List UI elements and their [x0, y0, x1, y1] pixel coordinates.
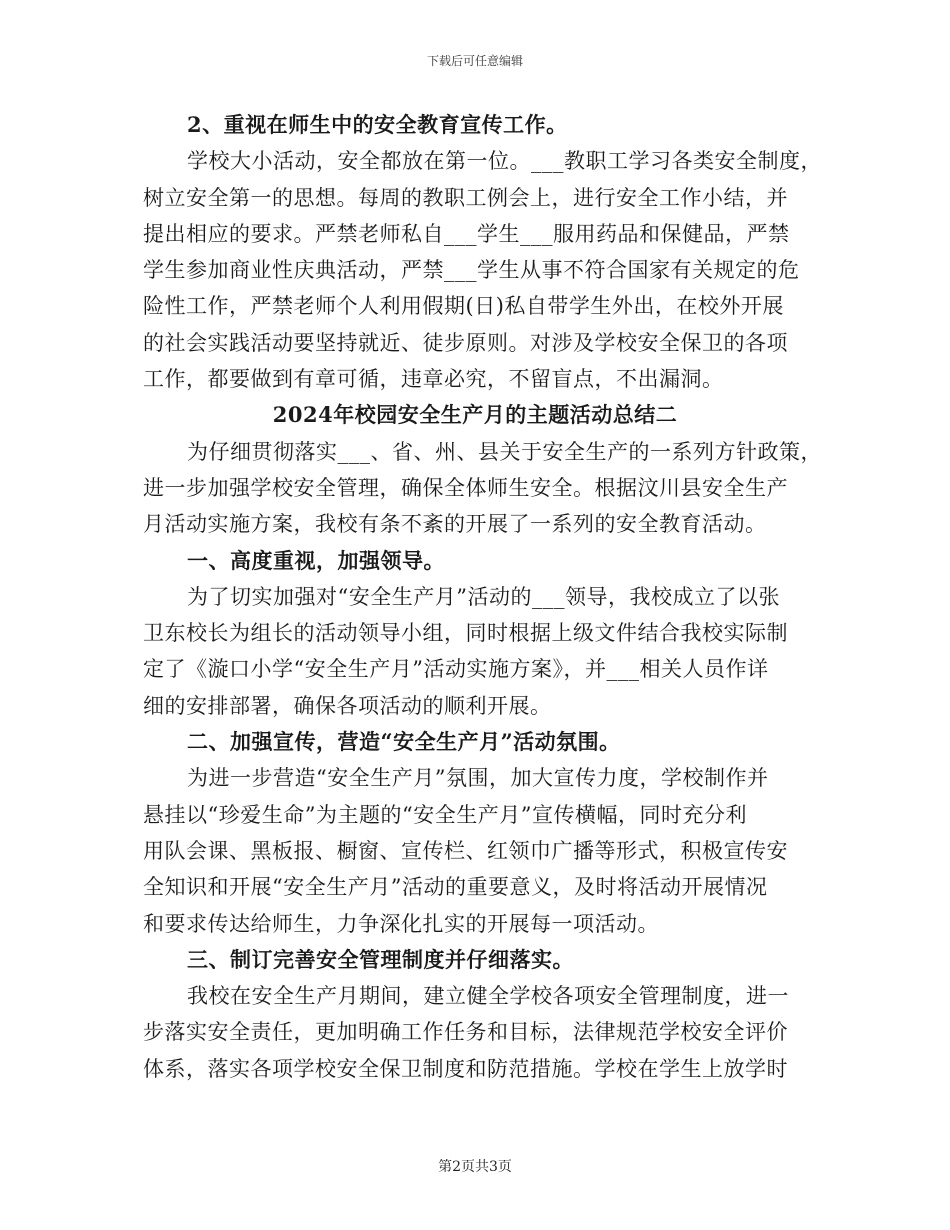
page-footer: 第2页共3页	[438, 1159, 512, 1175]
text-line: 险性工作，严禁老师个人利用假期(日)私自带学生外出，在校外开展	[143, 294, 784, 319]
text-line: 卫东校长为组长的活动领导小组，同时根据上级文件结合我校实际制	[143, 621, 788, 646]
text-line: 我校在安全生产月期间，建立健全学校各项安全管理制度，进一	[187, 984, 789, 1009]
text-line: 的社会实践活动要坚持就近、徒步原则。对涉及学校安全保卫的各项	[143, 330, 788, 355]
text-line: 用队会课、黑板报、橱窗、宣传栏、红领巾广播等形式，积极宣传安	[143, 838, 788, 863]
document-body	[143, 107, 822, 1087]
text-line: 为了切实加强对“安全生产月”活动的___领导，我校成立了以张	[187, 584, 780, 609]
section-heading: 2、重视在师生中的安全教育宣传工作。	[187, 112, 568, 137]
text-line: 进一步加强学校安全管理，确保全体师生安全。根据汶川县安全生产	[143, 475, 788, 500]
text-line: 步落实安全责任，更加明确工作任务和目标，法律规范学校安全评价	[143, 1020, 788, 1045]
text-line: 为仔细贯彻落实___、省、州、县关于安全生产的一系列方针政策，	[187, 439, 822, 464]
text-line: 悬挂以“珍爱生命”为主题的“安全生产月”宣传横幅，同时充分利	[143, 802, 747, 827]
text-line: 学校大小活动，安全都放在第一位。___教职工学习各类安全制度，	[187, 149, 822, 174]
text-line: 学生参加商业性庆典活动，严禁___学生从事不符合国家有关规定的危	[143, 258, 800, 283]
section-heading: 2024年校园安全生产月的主题活动总结二	[272, 402, 678, 428]
text-line: 全知识和开展“安全生产月”活动的重要意义，及时将活动开展情况	[143, 875, 768, 900]
section-heading: 一、高度重视，加强领导。	[187, 547, 445, 573]
text-line: 为进一步营造“安全生产月”氛围，加大宣传力度，学校制作并	[187, 766, 769, 791]
text-line: 和要求传达给师生，力争深化扎实的开展每一项活动。	[143, 911, 659, 936]
text-line: 工作，都要做到有章可循，违章必究，不留盲点，不出漏洞。	[143, 367, 724, 392]
text-line: 提出相应的要求。严禁老师私自___学生___服用药品和保健品，严禁	[143, 221, 790, 246]
text-line: 细的安排部署，确保各项活动的顺利开展。	[143, 693, 552, 718]
text-line: 体系，落实各项学校安全保卫制度和防范措施。学校在学生上放学时	[143, 1056, 788, 1081]
text-line: 树立安全第一的思想。每周的教职工例会上，进行安全工作小结，并	[143, 185, 788, 210]
page-header: 下载后可任意编辑	[426, 54, 523, 68]
section-heading: 三、制订完善安全管理制度并仔细落实。	[187, 946, 574, 972]
text-line: 月活动实施方案，我校有条不紊的开展了一系列的安全教育活动。	[143, 512, 767, 537]
section-heading: 二、加强宣传，营造“安全生产月”活动氛围。	[187, 729, 621, 755]
text-line: 定了《漩口小学“安全生产月”活动实施方案》，并___相关人员作详	[143, 657, 769, 682]
